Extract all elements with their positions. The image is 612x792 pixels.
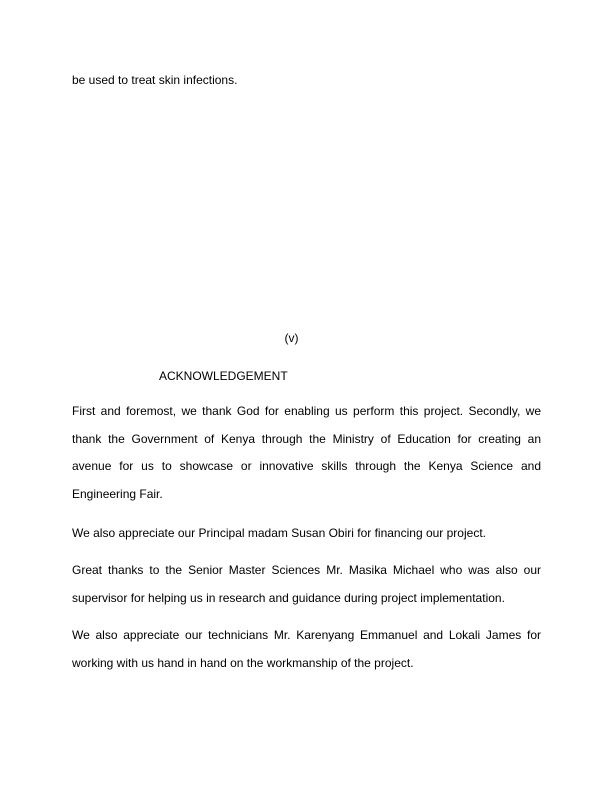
paragraph-principal: We also appreciate our Principal madam Susan Obiri for financing our project. <box>72 526 486 540</box>
section-heading: ACKNOWLEDGEMENT <box>159 369 288 383</box>
page-number: (v) <box>284 331 299 345</box>
carry-over-text: be used to treat skin infections. <box>72 73 238 87</box>
paragraph-thanks-god: First and foremost, we thank God for enabling us perform this project. Secondly, we thank the Government of Kenya through the Ministry of Education for creating an avenue for us to showcase or innovative skills through the Kenya Science and Engineering Fair. <box>72 404 541 502</box>
paragraph-technicians: We also appreciate our technicians Mr. Karenyang Emmanuel and Lokali James for working with us hand in hand on the workmanship of the project. <box>72 628 541 670</box>
paragraph-senior-master: Great thanks to the Senior Master Sciences Mr. Masika Michael who was also our supervisor for helping us in research and guidance during project implementation. <box>72 563 541 605</box>
